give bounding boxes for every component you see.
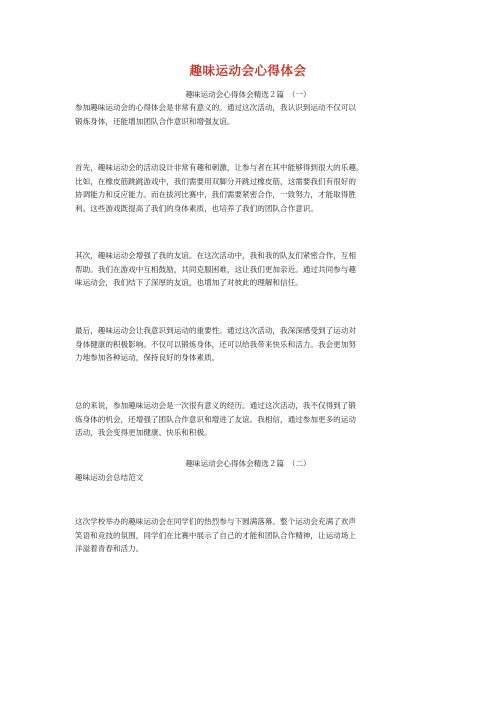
paragraph-line: 洋溢着青春和活力。 <box>75 544 144 554</box>
section2-heading: 趣味运动会心得体会精选２篇 （二） <box>185 459 311 468</box>
paragraph-line: 利。这些游戏既提高了我们的身体素质，也培养了我们的团队合作意识。 <box>75 204 318 214</box>
paragraph-line: 最后，趣味运动会让我意识到运动的重要性。通过这次活动，我深深感受到了运动对 <box>75 326 356 335</box>
paragraph <box>75 324 431 365</box>
paragraph <box>75 101 431 128</box>
paragraph-line: 比如，在橡皮筋跳跳游戏中，我们需要用双脚分开跳过橡皮筋，这需要我们有很好的 <box>75 176 356 186</box>
paragraph-line: 炼身体的机会，还增强了团队合作意识和增进了友谊。我相信，通过参加更多的运动 <box>75 414 356 424</box>
section2-subtitle <box>75 471 431 485</box>
paragraph-line: 参加趣味运动会的心得体会是非常有意义的。通过这次活动，我认识到运动不仅可以 <box>75 103 356 112</box>
paragraph-line: 笑语和竞技的氛围，同学们在比赛中展示了自己的才能和团队合作精神，让运动场上 <box>75 530 356 540</box>
paragraph-line: 味运动会，我们结下了深厚的友谊，也增加了对彼此的理解和信任。 <box>75 278 303 288</box>
subtitle-line: 趣味运动会总结范文 <box>75 473 144 482</box>
paragraph-line: 其次，趣味运动会增强了我的友谊。在这次活动中，我和我的队友们紧密合作，互相 <box>75 251 356 260</box>
paragraph-line: 身体健康的积极影响。不仅可以锻炼身体，还可以给我带来快乐和活力。我会更加努 <box>75 339 356 349</box>
paragraph-line: 帮助。我们在游戏中互相鼓励，共同克服困难，这让我们更加亲近。通过共同参与趣 <box>75 264 356 274</box>
paragraph-line: 这次学校举办的趣味运动会在同学们的热烈参与下圆满落幕。整个运动会充满了欢声 <box>75 517 356 526</box>
paragraph-line: 协调能力和反应能力。而在拔河比赛中，我们需要紧密合作，一致努力，才能取得胜 <box>75 190 356 200</box>
paragraph-line: 力地参加各种运动，保持良好的身体素质。 <box>75 353 220 363</box>
paragraph-line: 总的来说，参加趣味运动会是一次很有意义的经历。通过这次活动，我不仅得到了锻 <box>75 401 356 410</box>
paragraph-line: 锻炼身体，还能增加团队合作意识和增强友谊。 <box>75 116 235 126</box>
paragraph <box>75 161 431 216</box>
paragraph <box>75 515 431 556</box>
paragraph <box>75 399 431 440</box>
paragraph-line: 活动，我会变得更加健康、快乐和积极。 <box>75 428 212 438</box>
paragraph-line: 首先，趣味运动会的活动设计非常有趣和刺激，让参与者在其中能够得到很大的乐趣。 <box>75 163 364 172</box>
paragraph <box>75 249 431 290</box>
section1-heading: 趣味运动会心得体会精选２篇 （一） <box>185 90 311 99</box>
document-title: 趣味运动会心得体会 <box>189 63 307 78</box>
